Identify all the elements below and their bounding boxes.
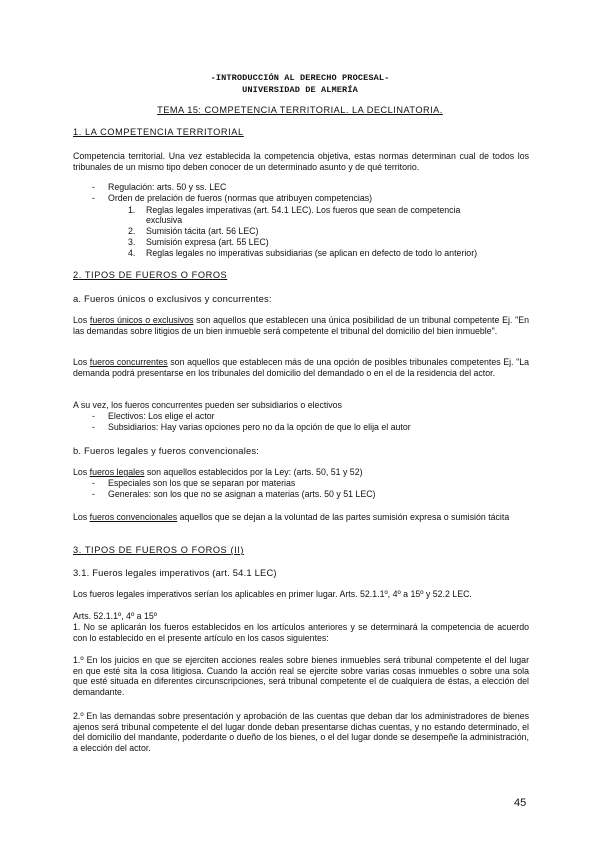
- term-fueros-convencionales: fueros convencionales: [89, 512, 178, 522]
- page-number: 45: [514, 797, 527, 809]
- numbered-item-number: 2.: [128, 226, 136, 236]
- arts-intro: 1. No se aplicarán los fueros establecidos en los artículos anteriores y se determinará la competencia de acuerdo con lo establecido en el presente artículo en los casos siguientes:: [73, 622, 529, 643]
- text-rest: son aquellos que establecen una única posibilidad de un tribunal competente Ej. "En las demandas sobre litigios de un bien inmueble será competente el tribunal del domicilio del bien inmueble".: [73, 315, 529, 336]
- subsection-b-heading: b. Fueros legales y fueros convencionales:: [73, 445, 260, 456]
- section-3-heading: 3. TIPOS DE FUEROS O FOROS (II): [73, 545, 245, 555]
- subsection-a-heading: a. Fueros únicos o exclusivos y concurrentes:: [73, 293, 272, 304]
- numbered-item-text: Sumisión expresa (art. 55 LEC): [146, 237, 269, 247]
- course-title: -INTRODUCCIÓN AL DERECHO PROCESAL-: [210, 73, 390, 83]
- text-rest: son aquellos establecidos por la Ley: (arts. 50, 51 y 52): [144, 467, 363, 477]
- university-name: UNIVERSIDAD DE ALMERÍA: [242, 85, 358, 95]
- bullet-dash: -: [92, 411, 95, 421]
- numbered-item-text: Reglas legales imperativas (art. 54.1 LEC). Los fueros que sean de competencia: [146, 205, 461, 215]
- term-fueros-legales: fueros legales: [89, 467, 145, 477]
- text-prefix: Los: [73, 512, 90, 522]
- bullet-dash: -: [92, 182, 95, 192]
- paragraph-fueros-legales: [73, 467, 363, 478]
- paragraph-fueros-convencionales: [73, 512, 529, 523]
- text-rest: son aquellos que establecen más de una opción de posibles tribunales competentes Ej. "La demanda podrá presentarse en los tribunales del domicilio del demandado o en el de la residencia del actor.: [73, 357, 529, 378]
- lesson-title: TEMA 15: COMPETENCIA TERRITORIAL. LA DECLINATORIA.: [157, 105, 443, 115]
- text-rest: aquellos que se dejan a la voluntad de las partes sumisión expresa o sumisión tácita: [177, 512, 510, 522]
- paragraph-subsidiarios-electivos: A su vez, los fueros concurrentes pueden ser subsidiarios o electivos: [73, 400, 342, 410]
- numbered-item-text-cont: exclusiva: [146, 215, 183, 225]
- section-1-intro: Competencia territorial. Una vez establecida la competencia objetiva, estas normas determinan cual de todos los tribunales de un mismo tipo deben conocer de un determinado asunto y de qué territorio.: [73, 151, 529, 172]
- article-item-2: 2.º En las demandas sobre presentación y aprobación de las cuentas que deban dar los administradores de bienes ajenos será tribunal competente el del lugar donde deban presentarse dichas cuentas, y no estando determinado, el del domicilio del mandante, poderdante o dueño de los bienes, o el del lugar donde se desempeñe la administración, a elección del actor.: [73, 711, 529, 753]
- bullet-dash: -: [92, 193, 95, 203]
- numbered-item-text: Sumisión tácita (art. 56 LEC): [146, 226, 259, 236]
- bullet-dash: -: [92, 489, 95, 499]
- numbered-item-number: 3.: [128, 237, 136, 247]
- numbered-item-text: Reglas legales no imperativas subsidiarias (se aplican en defecto de todo lo anterior): [146, 248, 478, 258]
- bullet-dash: -: [92, 478, 95, 488]
- bullet-generales: Generales: son los que no se asignan a materias (arts. 50 y 51 LEC): [108, 489, 376, 499]
- paragraph-fueros-unicos: [73, 315, 529, 336]
- term-fueros-concurrentes: fueros concurrentes: [89, 357, 168, 367]
- article-item-1: 1.º En los juicios en que se ejerciten acciones reales sobre bienes inmuebles será tribunal competente el del lugar en que esté sita la cosa litigiosa. Cuando la acción real se ejercite sobre varias cosas inmuebles o sobre una sola que esté situada en diferentes circunscripciones, será tribunal competente el de cualquiera de éstas, a elección del demandante.: [73, 655, 529, 697]
- bullet-orden-prelacion: Orden de prelación de fueros (normas que atribuyen competencias): [108, 193, 373, 203]
- term-fueros-unicos: fueros únicos o exclusivos: [89, 315, 194, 325]
- arts-title: Arts. 52.1.1º, 4º a 15º: [73, 611, 157, 621]
- paragraph-fueros-concurrentes: [73, 357, 529, 378]
- bullet-regulacion: Regulación: arts. 50 y ss. LEC: [108, 182, 227, 192]
- text-prefix: Los: [73, 315, 90, 325]
- paragraph-fueros-imperativos: Los fueros legales imperativos serían los aplicables en primer lugar. Arts. 52.1.1º, 4º a 15º y 52.2 LEC.: [73, 589, 472, 599]
- numbered-item-number: 1.: [128, 205, 136, 215]
- section-2-heading: 2. TIPOS DE FUEROS O FOROS: [73, 270, 228, 280]
- bullet-especiales: Especiales son los que se separan por materias: [108, 478, 296, 488]
- bullet-subsidiarios: Subsidiarios: Hay varias opciones pero no da la opción de que lo elija el autor: [108, 422, 411, 432]
- text-prefix: Los: [73, 357, 90, 367]
- text-prefix: Los: [73, 467, 90, 477]
- subsection-3-1-heading: 3.1. Fueros legales imperativos (art. 54.1 LEC): [73, 567, 277, 578]
- bullet-electivos: Electivos: Los elige el actor: [108, 411, 215, 421]
- section-1-heading: 1. LA COMPETENCIA TERRITORIAL: [73, 127, 244, 137]
- bullet-dash: -: [92, 422, 95, 432]
- numbered-item-number: 4.: [128, 248, 136, 258]
